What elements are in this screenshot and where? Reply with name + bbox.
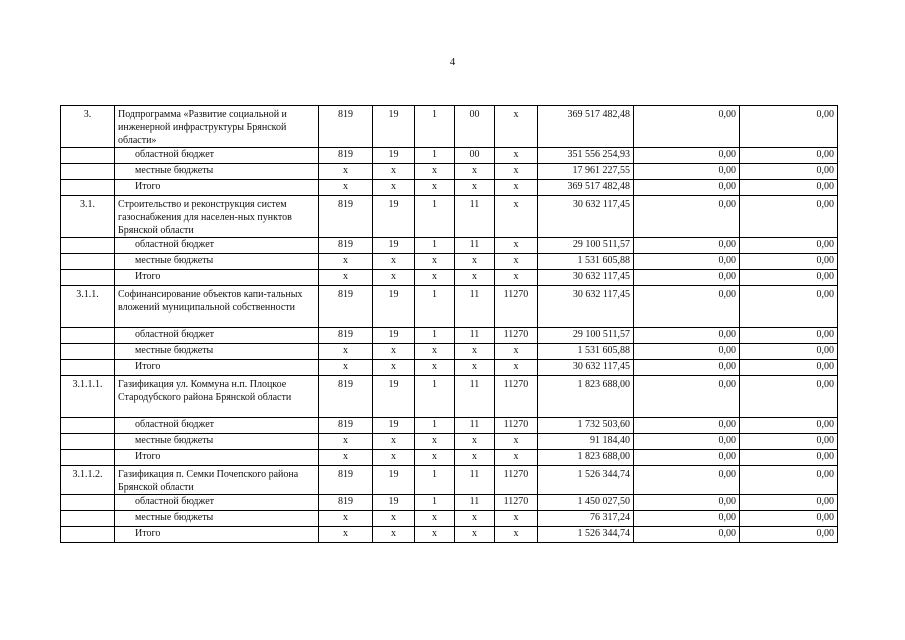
row-code-5: х xyxy=(495,148,538,164)
row-number xyxy=(61,495,115,511)
row-code-5: х xyxy=(495,164,538,180)
row-amount: 76 317,24 xyxy=(538,511,634,527)
table-row-source xyxy=(61,511,838,527)
table-row-source xyxy=(61,164,838,180)
row-amount: 30 632 117,45 xyxy=(538,286,634,328)
row-code-3: х xyxy=(415,450,455,466)
row-code-5: х xyxy=(495,527,538,543)
row-amount: 91 184,40 xyxy=(538,434,634,450)
row-code-4: 11 xyxy=(455,466,495,495)
row-code-3: х xyxy=(415,511,455,527)
row-code-4: 11 xyxy=(455,495,495,511)
row-code-5: х xyxy=(495,270,538,286)
row-code-2: 19 xyxy=(373,196,415,238)
row-value-2: 0,00 xyxy=(740,328,838,344)
row-amount: 17 961 227,55 xyxy=(538,164,634,180)
row-code-3: 1 xyxy=(415,418,455,434)
row-code-3: 1 xyxy=(415,286,455,328)
row-code-2: 19 xyxy=(373,466,415,495)
row-code-4: х xyxy=(455,254,495,270)
row-value-1: 0,00 xyxy=(634,376,740,418)
table-row-source xyxy=(61,344,838,360)
row-number xyxy=(61,450,115,466)
row-number xyxy=(61,511,115,527)
row-code-5: 11270 xyxy=(495,286,538,328)
row-number xyxy=(61,434,115,450)
row-code-3: 1 xyxy=(415,466,455,495)
row-amount: 1 531 605,88 xyxy=(538,254,634,270)
row-amount: 30 632 117,45 xyxy=(538,196,634,238)
row-number xyxy=(61,527,115,543)
row-value-2: 0,00 xyxy=(740,376,838,418)
row-code-5: х xyxy=(495,450,538,466)
row-name: Итого xyxy=(115,180,319,196)
row-value-1: 0,00 xyxy=(634,238,740,254)
row-code-2: 19 xyxy=(373,238,415,254)
row-code-1: 819 xyxy=(319,376,373,418)
row-code-2: х xyxy=(373,180,415,196)
row-code-3: 1 xyxy=(415,376,455,418)
row-code-1: х xyxy=(319,344,373,360)
row-number xyxy=(61,344,115,360)
row-code-3: х xyxy=(415,180,455,196)
row-value-2: 0,00 xyxy=(740,106,838,148)
row-value-1: 0,00 xyxy=(634,328,740,344)
row-amount: 1 526 344,74 xyxy=(538,527,634,543)
row-amount: 29 100 511,57 xyxy=(538,238,634,254)
row-code-2: х xyxy=(373,434,415,450)
row-amount: 1 732 503,60 xyxy=(538,418,634,434)
row-code-1: 819 xyxy=(319,418,373,434)
row-name: Софинансирование объектов капи-тальных вложений муниципальной собственности xyxy=(115,286,319,328)
row-number xyxy=(61,148,115,164)
row-code-1: 819 xyxy=(319,495,373,511)
row-value-1: 0,00 xyxy=(634,148,740,164)
table-row-source xyxy=(61,434,838,450)
row-value-2: 0,00 xyxy=(740,254,838,270)
row-value-1: 0,00 xyxy=(634,180,740,196)
row-code-5: х xyxy=(495,106,538,148)
row-amount: 30 632 117,45 xyxy=(538,270,634,286)
row-code-2: х xyxy=(373,527,415,543)
row-amount: 369 517 482,48 xyxy=(538,180,634,196)
row-name: Итого xyxy=(115,527,319,543)
row-number: 3.1.1.1. xyxy=(61,376,115,418)
row-value-1: 0,00 xyxy=(634,286,740,328)
row-name: областной бюджет xyxy=(115,495,319,511)
row-number: 3.1.1.2. xyxy=(61,466,115,495)
row-code-1: 819 xyxy=(319,106,373,148)
row-code-1: х xyxy=(319,164,373,180)
row-number xyxy=(61,328,115,344)
row-code-2: 19 xyxy=(373,495,415,511)
row-code-1: х xyxy=(319,527,373,543)
row-code-2: х xyxy=(373,344,415,360)
row-code-2: 19 xyxy=(373,106,415,148)
row-number xyxy=(61,254,115,270)
row-code-2: х xyxy=(373,450,415,466)
row-name: местные бюджеты xyxy=(115,164,319,180)
row-code-1: 819 xyxy=(319,196,373,238)
row-name: Итого xyxy=(115,270,319,286)
row-code-4: 11 xyxy=(455,376,495,418)
row-code-1: х xyxy=(319,360,373,376)
row-amount: 30 632 117,45 xyxy=(538,360,634,376)
row-value-1: 0,00 xyxy=(634,164,740,180)
row-value-1: 0,00 xyxy=(634,495,740,511)
table-row-source xyxy=(61,450,838,466)
row-code-4: 00 xyxy=(455,148,495,164)
row-code-5: х xyxy=(495,196,538,238)
row-amount: 369 517 482,48 xyxy=(538,106,634,148)
row-code-2: х xyxy=(373,511,415,527)
row-code-5: х xyxy=(495,180,538,196)
row-code-3: х xyxy=(415,344,455,360)
table-row-source xyxy=(61,328,838,344)
row-value-2: 0,00 xyxy=(740,196,838,238)
row-code-5: х xyxy=(495,344,538,360)
row-code-3: х xyxy=(415,164,455,180)
row-code-5: х xyxy=(495,511,538,527)
row-code-3: 1 xyxy=(415,495,455,511)
row-amount: 1 823 688,00 xyxy=(538,450,634,466)
row-number xyxy=(61,180,115,196)
row-code-1: 819 xyxy=(319,238,373,254)
row-code-4: 11 xyxy=(455,196,495,238)
row-value-1: 0,00 xyxy=(634,466,740,495)
row-code-2: 19 xyxy=(373,286,415,328)
row-code-2: 19 xyxy=(373,376,415,418)
budget-table xyxy=(60,105,838,543)
row-code-4: 00 xyxy=(455,106,495,148)
row-amount: 29 100 511,57 xyxy=(538,328,634,344)
row-value-1: 0,00 xyxy=(634,106,740,148)
row-value-1: 0,00 xyxy=(634,418,740,434)
row-value-2: 0,00 xyxy=(740,360,838,376)
row-value-2: 0,00 xyxy=(740,164,838,180)
row-value-1: 0,00 xyxy=(634,450,740,466)
row-code-3: х xyxy=(415,434,455,450)
row-code-1: х xyxy=(319,180,373,196)
row-code-2: х xyxy=(373,254,415,270)
row-code-2: 19 xyxy=(373,148,415,164)
row-code-1: х xyxy=(319,270,373,286)
row-code-2: х xyxy=(373,164,415,180)
row-code-1: х xyxy=(319,254,373,270)
row-code-3: 1 xyxy=(415,238,455,254)
row-amount: 1 450 027,50 xyxy=(538,495,634,511)
row-value-2: 0,00 xyxy=(740,511,838,527)
row-number: 3.1. xyxy=(61,196,115,238)
row-value-2: 0,00 xyxy=(740,434,838,450)
row-code-4: 11 xyxy=(455,418,495,434)
table-row-source xyxy=(61,495,838,511)
row-code-1: х xyxy=(319,450,373,466)
row-code-1: 819 xyxy=(319,286,373,328)
row-number xyxy=(61,270,115,286)
row-code-3: х xyxy=(415,270,455,286)
row-code-5: х xyxy=(495,254,538,270)
row-name: Итого xyxy=(115,360,319,376)
row-number xyxy=(61,418,115,434)
row-name: Газификация п. Семки Почепского района Брянской области xyxy=(115,466,319,495)
table-row-item xyxy=(61,196,838,238)
row-code-1: 819 xyxy=(319,148,373,164)
row-number xyxy=(61,164,115,180)
table-row-source xyxy=(61,418,838,434)
row-code-3: 1 xyxy=(415,196,455,238)
row-name: Итого xyxy=(115,450,319,466)
row-code-4: х xyxy=(455,434,495,450)
table-row-item xyxy=(61,376,838,418)
row-code-2: х xyxy=(373,270,415,286)
row-code-4: 11 xyxy=(455,286,495,328)
table-row-source xyxy=(61,254,838,270)
row-name: областной бюджет xyxy=(115,148,319,164)
row-code-3: 1 xyxy=(415,328,455,344)
row-value-1: 0,00 xyxy=(634,270,740,286)
row-code-3: х xyxy=(415,527,455,543)
row-value-2: 0,00 xyxy=(740,238,838,254)
row-code-1: х xyxy=(319,434,373,450)
table-row-source xyxy=(61,270,838,286)
row-value-2: 0,00 xyxy=(740,466,838,495)
row-code-4: х xyxy=(455,511,495,527)
row-code-1: 819 xyxy=(319,328,373,344)
row-code-5: 11270 xyxy=(495,328,538,344)
row-value-1: 0,00 xyxy=(634,254,740,270)
row-amount: 1 823 688,00 xyxy=(538,376,634,418)
row-value-2: 0,00 xyxy=(740,495,838,511)
row-code-5: х xyxy=(495,434,538,450)
row-number: 3. xyxy=(61,106,115,148)
row-value-2: 0,00 xyxy=(740,286,838,328)
row-code-2: 19 xyxy=(373,418,415,434)
row-value-1: 0,00 xyxy=(634,511,740,527)
table-row-item xyxy=(61,466,838,495)
row-code-4: х xyxy=(455,164,495,180)
table-row-item xyxy=(61,106,838,148)
row-code-4: х xyxy=(455,270,495,286)
row-code-2: 19 xyxy=(373,328,415,344)
row-value-2: 0,00 xyxy=(740,418,838,434)
row-name: Строительство и реконструкция систем газоснабжения для населен-ных пунктов Брянской области xyxy=(115,196,319,238)
row-value-2: 0,00 xyxy=(740,148,838,164)
row-code-5: 11270 xyxy=(495,466,538,495)
row-code-5: х xyxy=(495,238,538,254)
row-code-5: 11270 xyxy=(495,418,538,434)
row-amount: 1 526 344,74 xyxy=(538,466,634,495)
row-name: местные бюджеты xyxy=(115,511,319,527)
row-code-3: 1 xyxy=(415,106,455,148)
row-name: местные бюджеты xyxy=(115,434,319,450)
row-code-3: 1 xyxy=(415,148,455,164)
table-row-source xyxy=(61,238,838,254)
row-number: 3.1.1. xyxy=(61,286,115,328)
row-value-1: 0,00 xyxy=(634,196,740,238)
row-code-4: 11 xyxy=(455,328,495,344)
row-value-1: 0,00 xyxy=(634,360,740,376)
row-code-4: х xyxy=(455,180,495,196)
row-name: областной бюджет xyxy=(115,328,319,344)
table-row-source xyxy=(61,527,838,543)
table-row-item xyxy=(61,286,838,328)
row-name: местные бюджеты xyxy=(115,254,319,270)
row-name: областной бюджет xyxy=(115,238,319,254)
row-amount: 351 556 254,93 xyxy=(538,148,634,164)
row-code-1: х xyxy=(319,511,373,527)
row-code-4: 11 xyxy=(455,238,495,254)
row-value-2: 0,00 xyxy=(740,527,838,543)
page-number: 4 xyxy=(449,56,456,68)
row-value-2: 0,00 xyxy=(740,344,838,360)
table-row-source xyxy=(61,148,838,164)
table-row-source xyxy=(61,360,838,376)
row-value-2: 0,00 xyxy=(740,180,838,196)
row-value-1: 0,00 xyxy=(634,434,740,450)
row-code-4: х xyxy=(455,450,495,466)
row-value-1: 0,00 xyxy=(634,344,740,360)
row-name: областной бюджет xyxy=(115,418,319,434)
row-code-5: 11270 xyxy=(495,495,538,511)
row-amount: 1 531 605,88 xyxy=(538,344,634,360)
row-value-2: 0,00 xyxy=(740,270,838,286)
row-code-3: х xyxy=(415,360,455,376)
row-code-4: х xyxy=(455,360,495,376)
table-row-source xyxy=(61,180,838,196)
row-code-2: х xyxy=(373,360,415,376)
row-code-1: 819 xyxy=(319,466,373,495)
row-code-4: х xyxy=(455,344,495,360)
row-name: Подпрограмма «Развитие социальной и инженерной инфраструктуры Брянской области» xyxy=(115,106,319,148)
row-number xyxy=(61,238,115,254)
row-value-1: 0,00 xyxy=(634,527,740,543)
row-name: местные бюджеты xyxy=(115,344,319,360)
row-code-4: х xyxy=(455,527,495,543)
row-name: Газификация ул. Коммуна н.п. Плоцкое Стародубского района Брянской области xyxy=(115,376,319,418)
row-code-5: х xyxy=(495,360,538,376)
row-code-5: 11270 xyxy=(495,376,538,418)
row-code-3: х xyxy=(415,254,455,270)
row-number xyxy=(61,360,115,376)
row-value-2: 0,00 xyxy=(740,450,838,466)
